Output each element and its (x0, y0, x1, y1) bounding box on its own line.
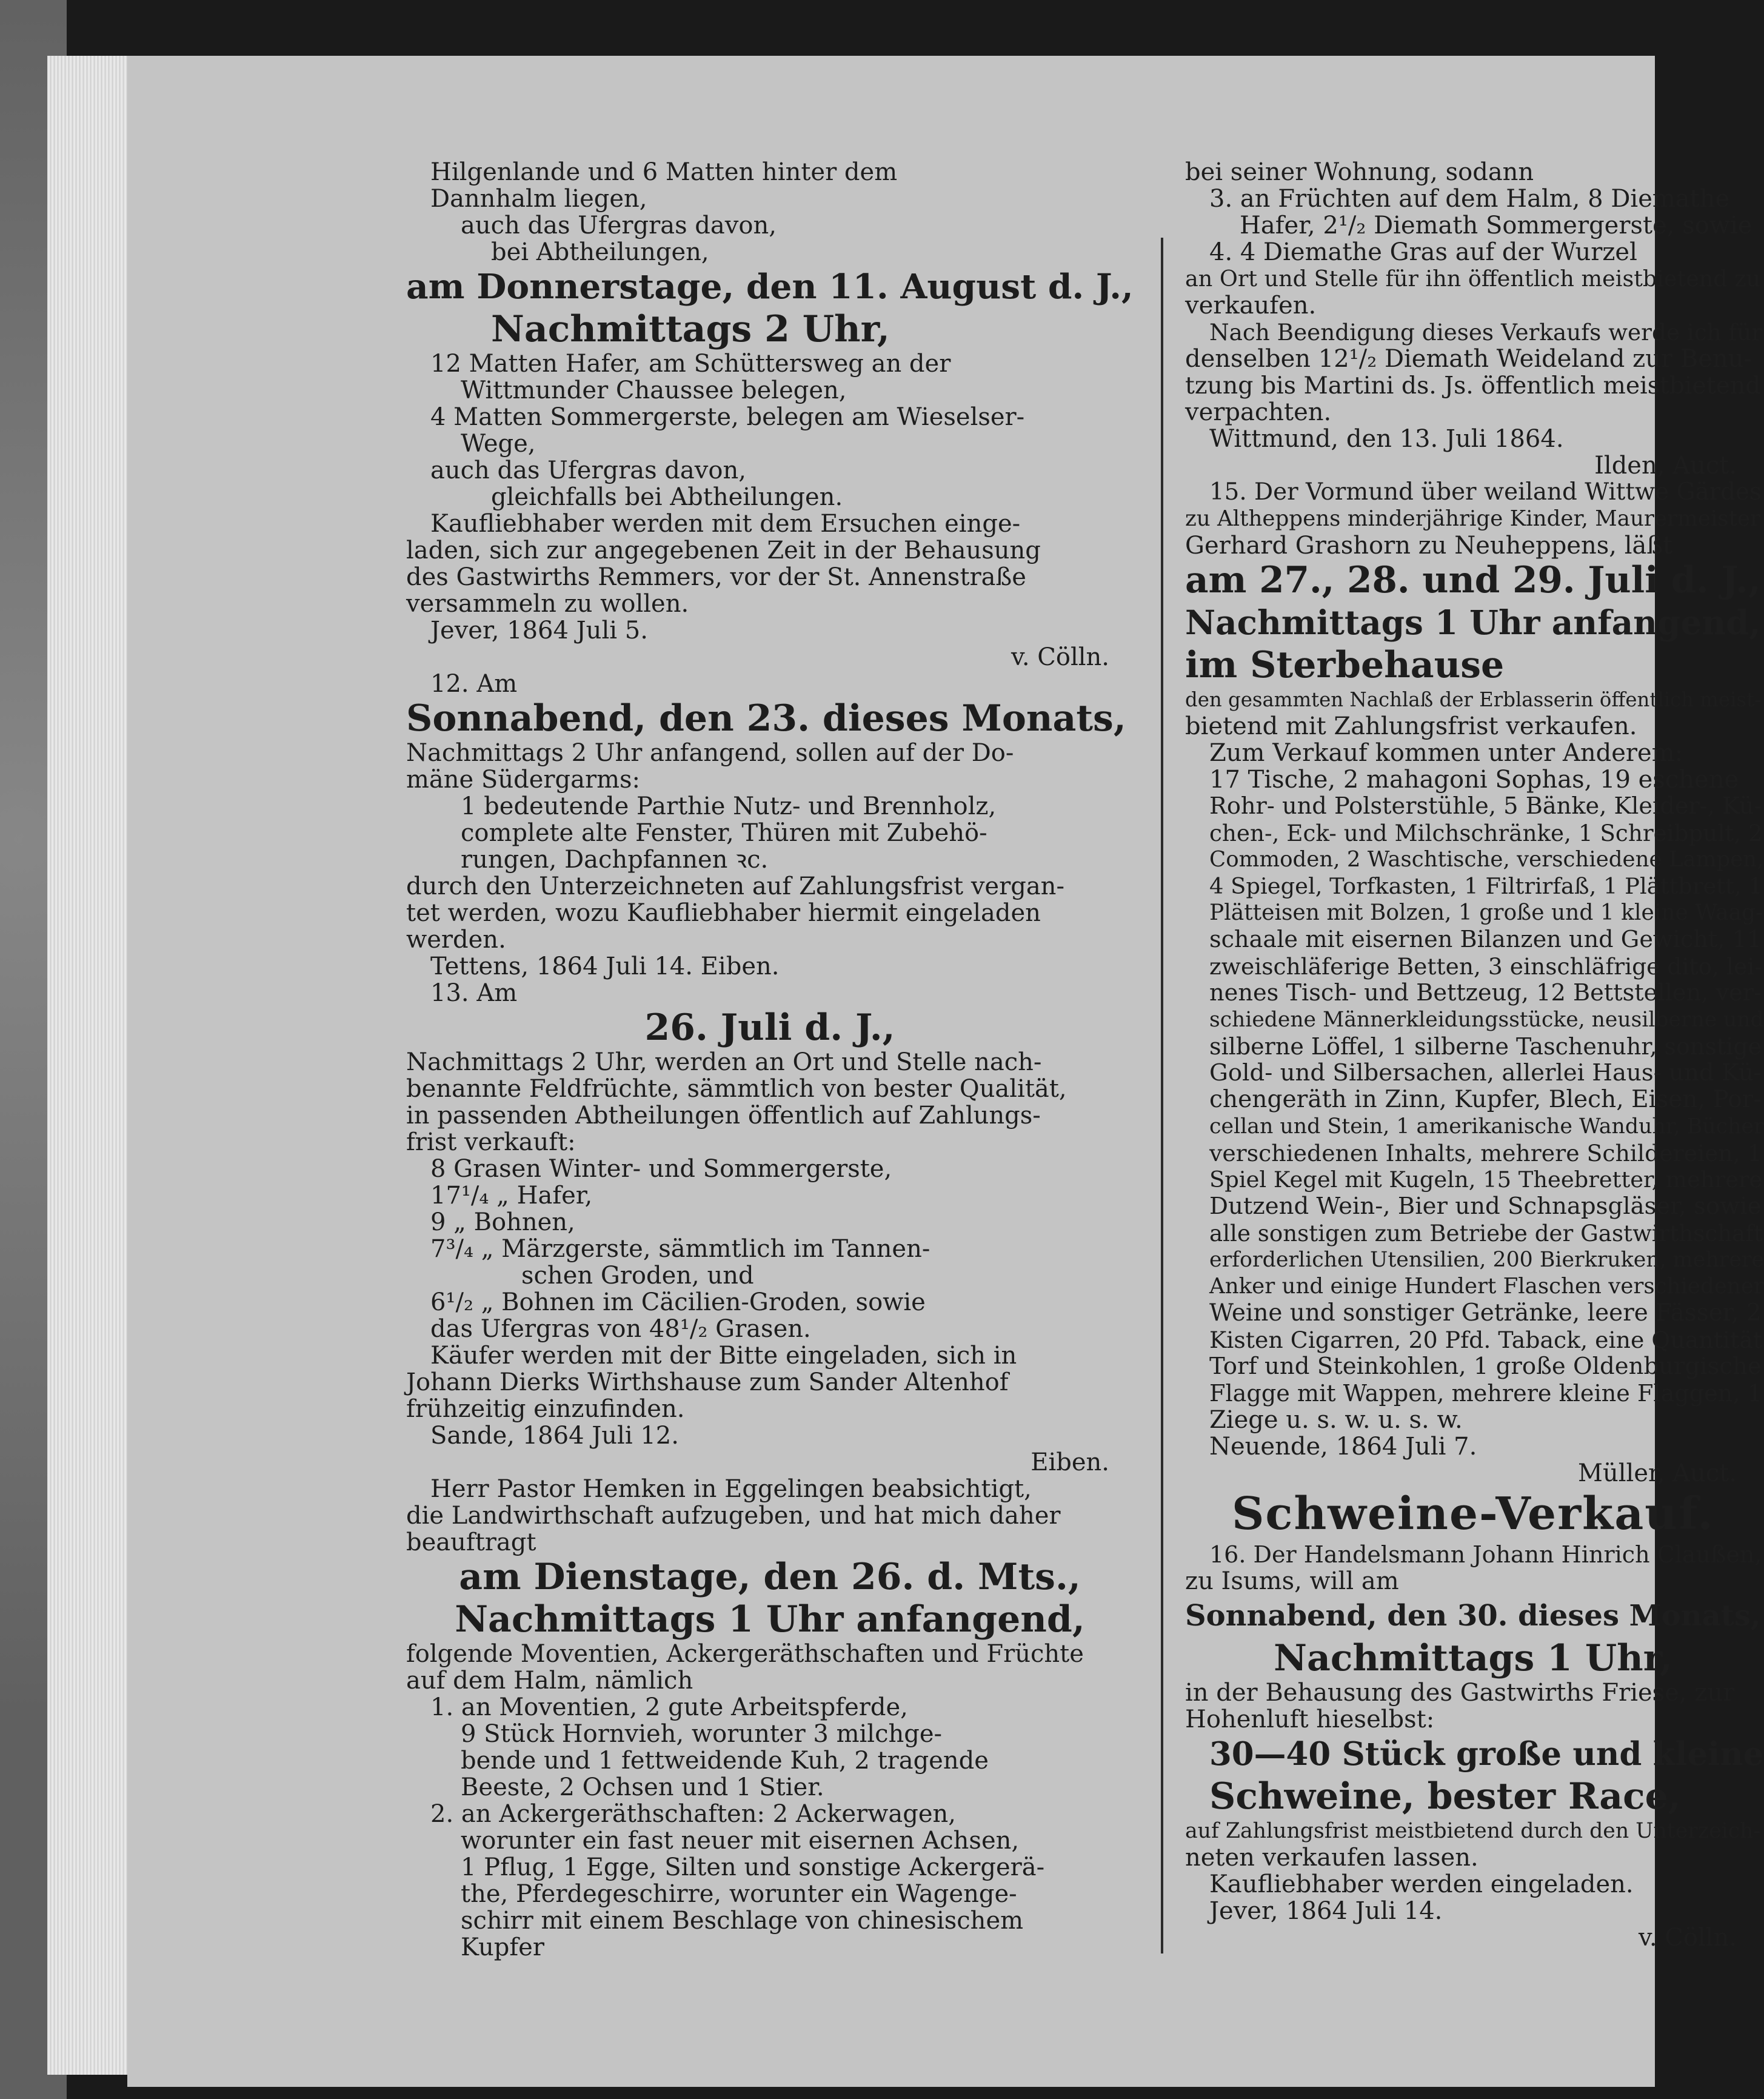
right-column-line: v. Cölln. (1638, 1924, 1737, 1952)
left-column-line: the, Pferdegeschirre, worunter ein Wagenge- (461, 1880, 1017, 1908)
right-column-line: auf Zahlungsfrist meistbietend durch den Unterzeich- (1185, 1819, 1761, 1843)
right-column-line: Ziege u. s. w. u. s. w. (1209, 1406, 1463, 1434)
right-column-line: denselben 12¹/₂ Diemath Weideland zur Benu- (1185, 345, 1752, 373)
right-column-line: 15. Der Vormund über weiland Wittwe Gärdes (1209, 478, 1762, 506)
left-column-line: benannte Feldfrüchte, sämmtlich von bester Qualität, (406, 1075, 1067, 1103)
left-column-line: Nachmittags 2 Uhr anfangend, sollen auf der Do- (406, 739, 1014, 767)
right-column-line: Schweine-Verkauf. (1231, 1488, 1715, 1540)
right-column-line: alle sonstigen zum Betriebe der Gastwirthschaft (1209, 1220, 1763, 1247)
right-column-line: chen-, Eck- und Milchschränke, 1 Schreibpult, 2 (1209, 820, 1763, 846)
page-stack-edge (47, 56, 132, 2075)
left-column-line: frühzeitig einzufinden. (406, 1395, 685, 1423)
left-column-line: Nachmittags 1 Uhr anfangend, (455, 1598, 1085, 1641)
right-column-line: erforderlichen Utensilien, 200 Bierkruken, mehrere (1209, 1248, 1764, 1272)
right-column-line: Müller, Auct. (1578, 1459, 1737, 1487)
right-column-line: Nachmittags 1 Uhr, (1274, 1637, 1672, 1679)
left-column-line: 9 Stück Hornvieh, worunter 3 milchge- (461, 1720, 943, 1748)
left-column-line: 12 Matten Hafer, am Schüttersweg an der (430, 350, 951, 378)
right-column-line: verkaufen. (1185, 292, 1317, 320)
left-column-line: durch den Unterzeichneten auf Zahlungsfrist vergan- (406, 872, 1064, 900)
right-column-line: bei seiner Wohnung, sodann (1185, 158, 1534, 186)
right-column-line: Sonnabend, den 30. dieses Monats, (1185, 1599, 1761, 1633)
right-column-line: neten verkaufen lassen. (1185, 1844, 1478, 1872)
left-column-line: Beeste, 2 Ochsen und 1 Stier. (461, 1773, 824, 1801)
left-column-line: schirr mit einem Beschlage von chinesischem (461, 1907, 1024, 1935)
right-column-line: Torf und Steinkohlen, 1 große Oldenburgische (1209, 1353, 1762, 1380)
right-column-line: Dutzend Wein-, Bier und Schnapsgläser, sowie (1209, 1193, 1762, 1220)
left-column-line: 17¹/₄ „ Hafer, (430, 1182, 593, 1210)
left-column-line: 6¹/₂ „ Bohnen im Cäcilien-Groden, sowie (430, 1288, 926, 1316)
left-column-line: Wege, (461, 430, 536, 458)
left-column-line: frist verkauft: (406, 1128, 576, 1156)
left-column-line: Dannhalm liegen, (430, 185, 647, 213)
left-column-line: 26. Juli d. J., (644, 1006, 895, 1049)
left-column-line: Wittmunder Chaussee belegen, (461, 377, 847, 404)
left-column-line: Jever, 1864 Juli 5. (430, 617, 648, 644)
left-column-line: 7³/₄ „ Märzgerste, sämmtlich im Tannen- (430, 1235, 930, 1263)
left-column-line: Nachmittags 2 Uhr, werden an Ort und Stelle nach- (406, 1048, 1042, 1076)
left-column-line: 1 Pflug, 1 Egge, Silten und sonstige Ackergerä- (461, 1853, 1045, 1881)
left-column-line: des Gastwirths Remmers, vor der St. Annenstraße (406, 563, 1026, 591)
right-column-line: 3. an Früchten auf dem Halm, 8 Diemathe (1209, 185, 1730, 213)
right-column-line: in der Behausung des Gastwirths Friese, zur (1185, 1679, 1735, 1707)
right-column-line: 16. Der Handelsmann Johann Hinrich Claußen, (1209, 1541, 1762, 1568)
left-column-line: auch das Ufergras davon, (430, 457, 746, 484)
right-column-line: Kisten Cigarren, 20 Pfd. Taback, eine Quantität (1209, 1327, 1762, 1353)
left-column-line: Eiben. (1031, 1448, 1109, 1476)
right-column-line: Gerhard Grashorn zu Neuheppens, läßt (1185, 532, 1673, 560)
left-column-line: am Dienstage, den 26. d. Mts., (459, 1556, 1081, 1598)
left-column-line: worunter ein fast neuer mit eisernen Achsen, (461, 1827, 1020, 1855)
left-column-line: beauftragt (406, 1528, 536, 1556)
right-column-line: 17 Tische, 2 mahagoni Sophas, 19 eschene (1209, 766, 1739, 794)
right-column-line: 30—40 Stück große und kleine (1209, 1735, 1764, 1773)
left-column-line: v. Cölln. (1011, 643, 1109, 671)
left-column-line: Nachmittags 2 Uhr, (491, 308, 890, 350)
right-column (1185, 158, 1764, 1952)
right-column-line: Schweine, bester Race, (1209, 1775, 1681, 1818)
left-column-line: Kaufliebhaber werden mit dem Ersuchen einge- (430, 510, 1021, 538)
right-column-line: chengeräth in Zinn, Kupfer, Blech, Eisen, Por- (1209, 1086, 1762, 1113)
right-column-line: Spiel Kegel mit Kugeln, 15 Theebretter, mehrere (1209, 1167, 1763, 1193)
right-column-line: Rohr- und Polsterstühle, 5 Bänke, Kleider-, Kü- (1209, 792, 1762, 820)
left-column-line: versammeln zu wollen. (406, 590, 689, 618)
left-column-line: 1. an Moventien, 2 gute Arbeitspferde, (430, 1693, 908, 1721)
left-column-line: bende und 1 fettweidende Kuh, 2 tragende (461, 1747, 989, 1775)
right-column-line: Kaufliebhaber werden eingeladen. (1209, 1870, 1634, 1898)
right-column-line: 4 Spiegel, Torfkasten, 1 Filtrirfaß, 1 Plättbrett, 1 (1209, 873, 1763, 899)
right-column-line: an Ort und Stelle für ihn öffentlich meistbietend zu (1185, 266, 1761, 292)
right-column-line: Hohenluft hieselbst: (1185, 1706, 1435, 1733)
right-column-line: Nachmittags 1 Uhr anfangend, (1185, 603, 1761, 642)
left-column-line: 13. Am (430, 979, 518, 1007)
left-column-line: 8 Grasen Winter- und Sommergerste, (430, 1155, 892, 1183)
left-column-line: Johann Dierks Wirthshause zum Sander Altenhof (406, 1368, 1009, 1396)
left-column (406, 159, 1134, 1961)
left-column-line: werden. (406, 926, 506, 954)
right-column-line: schiedene Männerkleidungsstücke, neusilberne und (1209, 1008, 1764, 1032)
right-column-line: Weine und sonstiger Getränke, leere Fässer, 2 (1209, 1299, 1762, 1327)
left-column-line: das Ufergras von 48¹/₂ Grasen. (430, 1315, 811, 1343)
right-column-line: silberne Löffel, 1 silberne Taschenuhr, sonstige (1209, 1033, 1762, 1060)
right-column-line: schaale mit eisernen Bilanzen und Gewicht, 11 (1209, 926, 1762, 953)
right-column-line: Hafer, 2¹/₂ Diemath Sommergerste, sowie (1240, 212, 1752, 239)
left-column-line: 4 Matten Sommergerste, belegen am Wieselser- (430, 403, 1025, 431)
right-column-line: Commoden, 2 Waschtische, verschiedene Lampen, (1209, 847, 1764, 872)
left-column-line: mäne Südergarms: (406, 766, 640, 794)
left-column-line: in passenden Abtheilungen öffentlich auf Zahlungs- (406, 1102, 1041, 1130)
left-column-line: complete alte Fenster, Thüren mit Zubehö- (461, 819, 987, 847)
right-column-line: Zum Verkauf kommen unter Anderem: (1209, 739, 1683, 767)
right-column-line: im Sterbehause (1185, 644, 1505, 686)
left-column-line: gleichfalls bei Abtheilungen. (491, 483, 843, 511)
left-column-line: Hilgenlande und 6 Matten hinter dem (430, 158, 898, 186)
left-column-line: 12. Am (430, 670, 518, 698)
left-column-line: schen Groden, und (521, 1262, 754, 1290)
left-column-line: am Donnerstage, den 11. August d. J., (406, 267, 1134, 307)
right-column-line: zweischläferige Betten, 3 einschläfrige dito, lei- (1209, 953, 1762, 980)
newspaper-page (127, 56, 1764, 2087)
left-column-line: folgende Moventien, Ackergeräthschaften und Früchte (406, 1640, 1084, 1668)
right-column-line: Wittmund, den 13. Juli 1864. (1209, 425, 1564, 453)
right-column-line: Jever, 1864 Juli 14. (1209, 1897, 1443, 1925)
left-column-line: Kupfer (461, 1933, 544, 1961)
right-column-line: Flagge mit Wappen, mehrere kleine Flaggen, 1 (1209, 1380, 1762, 1407)
right-column-line: Plätteisen mit Bolzen, 1 große und 1 kleine Waag- (1209, 900, 1763, 925)
left-column-line: 9 „ Bohnen, (430, 1208, 575, 1236)
left-column-line: auf dem Halm, nämlich (406, 1667, 693, 1695)
right-column-line: tzung bis Martini ds. Js. öffentlich meistbietend (1185, 372, 1761, 400)
right-column-line: Neuende, 1864 Juli 7. (1209, 1433, 1477, 1461)
right-column-line: den gesammten Nachlaß der Erblasserin öffentlich meist- (1185, 688, 1762, 711)
right-column-line: nenes Tisch- und Bettzeug, 12 Bettstellen, ver- (1209, 979, 1762, 1006)
left-column-line: tet werden, wozu Kaufliebhaber hiermit eingeladen (406, 899, 1041, 927)
left-column-line: Sonnabend, den 23. dieses Monats, (406, 697, 1126, 740)
left-column-line: die Landwirthschaft aufzugeben, und hat mich daher (406, 1502, 1061, 1530)
left-column-line: Sande, 1864 Juli 12. (430, 1422, 679, 1450)
right-column-line: 4. 4 Diemathe Gras auf der Wurzel (1209, 238, 1637, 266)
right-column-line: Nach Beendigung dieses Verkaufs werde ich für (1209, 319, 1763, 346)
right-column-line: Gold- und Silbersachen, allerlei Haus- und Kü- (1209, 1059, 1762, 1086)
right-column-line: zu Altheppens minderjährige Kinder, Maurermeister (1185, 506, 1761, 531)
right-column-line: verschiedenen Inhalts, mehrere Schildereien, 1 (1209, 1140, 1762, 1167)
left-column-line: Tettens, 1864 Juli 14. Eiben. (430, 952, 780, 980)
right-column-line: verpachten. (1185, 398, 1332, 426)
right-column-line: bietend mit Zahlungsfrist verkaufen. (1185, 712, 1637, 740)
right-column-line: cellan und Stein, 1 amerikanische Wanduhr, Bücher (1209, 1114, 1764, 1139)
column-divider (1161, 238, 1163, 1953)
right-column-line: zu Isums, will am (1185, 1567, 1399, 1595)
left-column-line: bei Abtheilungen, (491, 238, 709, 266)
right-column-line: Anker und einige Hundert Flaschen verschiedener (1209, 1274, 1764, 1299)
left-column-line: Käufer werden mit der Bitte eingeladen, sich in (430, 1342, 1017, 1370)
left-column-line: Herr Pastor Hemken in Eggelingen beabsichtigt, (430, 1475, 1032, 1503)
left-column-line: 2. an Ackergeräthschaften: 2 Ackerwagen, (430, 1800, 956, 1828)
left-column-line: auch das Ufergras davon, (461, 212, 777, 239)
left-column-line: laden, sich zur angegebenen Zeit in der Behausung (406, 537, 1041, 564)
right-column-line: Ilden, Auct. (1594, 452, 1737, 480)
left-column-line: 1 bedeutende Parthie Nutz- und Brennholz, (461, 792, 997, 820)
left-column-line: rungen, Dachpfannen ꝛc. (461, 846, 769, 874)
right-column-line: am 27., 28. und 29. Juli d. J., (1185, 559, 1761, 601)
